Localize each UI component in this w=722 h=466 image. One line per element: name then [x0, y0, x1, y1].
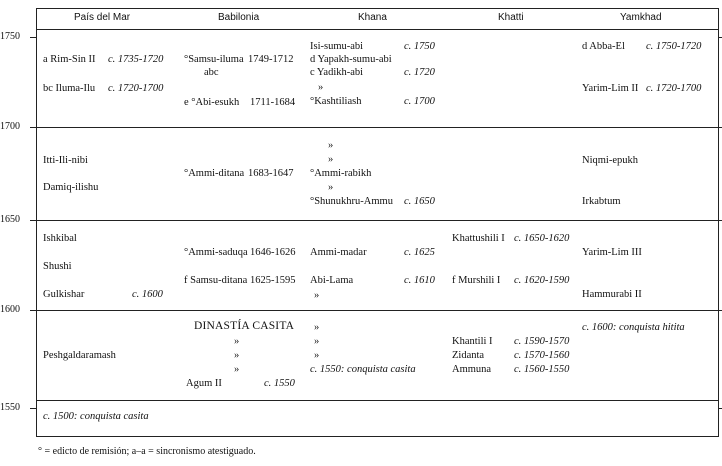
bottom-conquista-casita: c. 1500: conquista casita [43, 411, 149, 422]
khatti-ammuna-date: c. 1560-1550 [514, 364, 570, 375]
khana-continuation-3: » [328, 154, 334, 165]
khana-yapakh-sumu-abi: d Yapakh-sumu-abi [310, 54, 392, 65]
year-label-1550: 1550 [0, 402, 20, 413]
khatti-khantili-i-date: c. 1590-1570 [514, 336, 570, 347]
khana-continuation-4: » [328, 182, 334, 193]
divider-1650 [36, 220, 719, 221]
bab-dinastia-casita: DINASTÍA CASITA [194, 320, 295, 332]
yam-abba-el: d Abba-El [582, 41, 625, 52]
bab-abc-note: abc [204, 67, 219, 78]
tick-1750 [30, 37, 36, 38]
header-khatti: Khatti [498, 12, 524, 23]
khatti-zidanta-date: c. 1570-1560 [514, 350, 570, 361]
pm-ishkibal: Ishkibal [43, 233, 77, 244]
yam-irkabtum: Irkabtum [582, 196, 621, 207]
year-label-1650: 1650 [0, 214, 20, 225]
divider-1700 [36, 127, 719, 128]
bab-agum-ii-date: c. 1550 [264, 378, 295, 389]
yam-niqmi-epukh: Niqmi-epukh [582, 155, 638, 166]
khana-continuation-7: » [314, 336, 320, 347]
khana-abi-lama: Abi-Lama [310, 275, 354, 286]
bab-samsu-ditana: f Samsu-ditana [184, 275, 248, 286]
footnote: ° = edicto de remisión; a–a = sincronismo atestiguado. [38, 446, 256, 457]
divider-1550 [36, 400, 719, 401]
yam-yarim-lim-ii: Yarim-Lim II [582, 83, 639, 94]
pm-gulkishar: Gulkishar [43, 289, 85, 300]
header-babilonia: Babilonia [218, 12, 260, 23]
khana-yadikh-abi: c Yadikh-abi [310, 67, 364, 78]
header-khana: Khana [358, 12, 387, 23]
pm-gulkishar-date: c. 1600 [132, 289, 163, 300]
pm-itti-ili-nibi: Itti-Ili-nibi [43, 155, 88, 166]
yam-hammurabi-ii: Hammurabi II [582, 289, 642, 300]
pm-iluma-ilu-date: c. 1720-1700 [108, 83, 164, 94]
tick-1650 [30, 220, 36, 221]
bab-samsu-ditana-date: 1625-1595 [250, 275, 296, 286]
year-label-1700: 1700 [0, 121, 20, 132]
pm-rim-sin: a Rim-Sin II [43, 54, 96, 65]
khana-continuation-8: » [314, 350, 320, 361]
yam-yarim-lim-iii: Yarim-Lim III [582, 247, 642, 258]
pm-shushi: Shushi [43, 261, 72, 272]
khana-isi-sumu-abi-date: c. 1750 [404, 41, 435, 52]
header-pais-del-mar: País del Mar [74, 12, 131, 23]
bab-abi-esukh-date: 1711-1684 [250, 97, 296, 108]
bab-agum-ii: Agum II [186, 378, 222, 389]
bab-ammi-saduqa: °Ammi-saduqa [184, 247, 248, 258]
khatti-murshili-i: f Murshili I [452, 275, 501, 286]
tick-1550 [30, 408, 36, 409]
khana-conquista-casita: c. 1550: conquista casita [310, 364, 416, 375]
yam-abba-el-date: c. 1750-1720 [646, 41, 702, 52]
bab-samsu-iluma-date: 1749-1712 [248, 54, 294, 65]
khana-continuation-6: » [314, 322, 320, 333]
tick-1700 [30, 127, 36, 128]
khatti-zidanta: Zidanta [452, 350, 485, 361]
bab-abi-esukh: e °Abi-esukh [184, 97, 240, 108]
header-yamkhad: Yamkhad [620, 12, 662, 23]
bab-ammi-saduqa-date: 1646-1626 [250, 247, 296, 258]
khana-ammi-rabikh: °Ammi-rabikh [310, 168, 372, 179]
khatti-khattushili-i-date: c. 1650-1620 [514, 233, 570, 244]
yam-conquista-hitita: c. 1600: conquista hitita [582, 322, 685, 333]
khatti-khattushili-i: Khattushili I [452, 233, 505, 244]
pm-damiq-ilishu: Damiq-ilishu [43, 182, 99, 193]
header-divider [36, 29, 719, 30]
khana-kashtiliash-date: c. 1700 [404, 96, 435, 107]
khana-shunukhru-ammu-date: c. 1650 [404, 196, 435, 207]
khatti-khantili-i: Khantili I [452, 336, 493, 347]
khana-continuation-5: » [314, 290, 320, 301]
bab-samsu-iluma: °Samsu-iluma [184, 54, 244, 65]
khana-abi-lama-date: c. 1610 [404, 275, 435, 286]
pm-rim-sin-date: c. 1735-1720 [108, 54, 164, 65]
pm-iluma-ilu: bc Iluma-Ilu [43, 83, 96, 94]
bab-continuation-1: » [234, 336, 240, 347]
divider-1600 [36, 310, 719, 311]
khana-continuation-1: » [318, 82, 324, 93]
year-label-1750: 1750 [0, 31, 20, 42]
bab-continuation-2: » [234, 350, 240, 361]
khatti-ammuna: Ammuna [452, 364, 492, 375]
khana-isi-sumu-abi: Isi-sumu-abi [310, 41, 364, 52]
khana-yadikh-abi-date: c. 1720 [404, 67, 435, 78]
khana-ammi-madar-date: c. 1625 [404, 247, 435, 258]
khana-kashtiliash: °Kashtiliash [310, 96, 362, 107]
bab-ammi-ditana-date: 1683-1647 [248, 168, 294, 179]
khana-shunukhru-ammu: °Shunukhru-Ammu [310, 196, 393, 207]
year-label-1600: 1600 [0, 304, 20, 315]
yam-yarim-lim-ii-date: c. 1720-1700 [646, 83, 702, 94]
khana-continuation-2: » [328, 140, 334, 151]
khatti-murshili-i-date: c. 1620-1590 [514, 275, 570, 286]
pm-peshgaldaramash: Peshgaldaramash [43, 350, 116, 361]
bab-continuation-3: » [234, 364, 240, 375]
khana-ammi-madar: Ammi-madar [310, 247, 367, 258]
tick-1600 [30, 310, 36, 311]
bab-ammi-ditana: °Ammi-ditana [184, 168, 245, 179]
